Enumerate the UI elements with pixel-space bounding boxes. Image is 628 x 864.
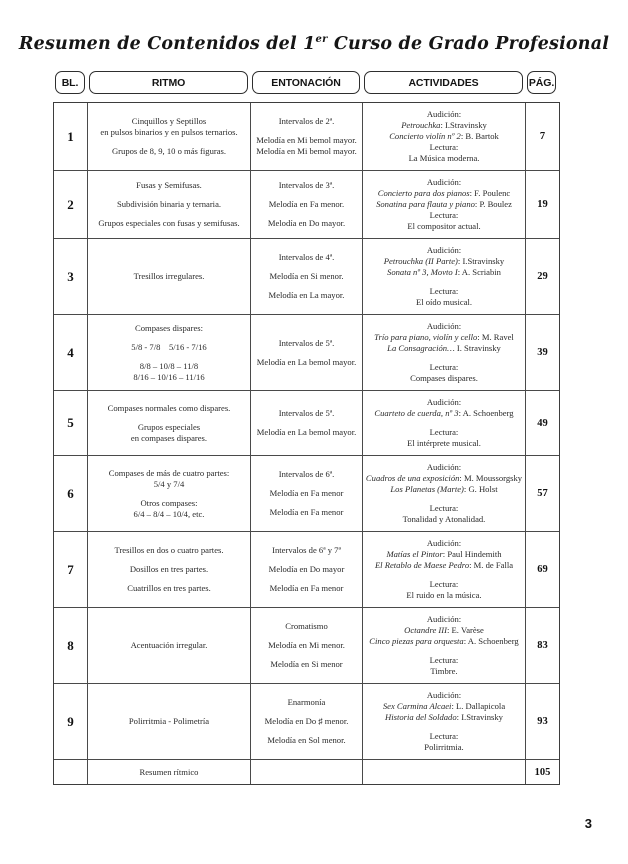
actividades-cell: Audición: Cuadros de una exposición: M. Moussorgsky Los Planetas (Marte): G. Holst Lectura: Tonalidad y Atonalidad.	[363, 456, 526, 531]
ritmo-cell: Acentuación irregular.	[88, 608, 251, 683]
bl-cell: 1	[54, 103, 88, 170]
actividades-cell: Audición: Sex Carmina Alcaei: L. Dallapicola Historia del Soldado: I.Stravinsky Lectura: Polirritmia.	[363, 684, 526, 759]
column-header-ritmo: RITMO	[89, 71, 248, 94]
actividades-cell: Audición: Petrouchka (II Parte): I.Stravinsky Sonata nº 3, Movto I: A. Scriabin Lectura: El oído musical.	[363, 239, 526, 314]
actividades-cell	[363, 760, 526, 784]
table-row	[54, 315, 559, 391]
column-header-pag: PÁG.	[527, 71, 556, 94]
entonacion-cell: Intervalos de 5ª. Melodía en La bemol mayor.	[251, 315, 363, 390]
actividades-cell: Audición: Cuarteto de cuerda, nº 3: A. Schoenberg Lectura: El intérprete musical.	[363, 391, 526, 455]
entonacion-cell: Intervalos de 3ª. Melodía en Fa menor. Melodía en Do mayor.	[251, 171, 363, 238]
entonacion-cell: Intervalos de 6ª. Melodía en Fa menor Melodía en Fa menor	[251, 456, 363, 531]
ritmo-cell: Compases normales como dispares. Grupos especiales en compases dispares.	[88, 391, 251, 455]
entonacion-cell: Intervalos de 5ª. Melodía en La bemol mayor.	[251, 391, 363, 455]
pag-cell: 49	[537, 417, 548, 429]
bl-cell: 5	[54, 391, 88, 455]
contents-table	[53, 102, 560, 785]
table-row	[54, 391, 559, 456]
pag-cell: 29	[537, 271, 548, 282]
page-number: 3	[584, 816, 592, 831]
header-col-pag	[525, 71, 558, 94]
pag-cell: 7	[539, 131, 546, 142]
table-row	[54, 103, 559, 171]
column-header-actividades: ACTIVIDADES	[364, 71, 523, 94]
bl-cell: 3	[54, 239, 88, 314]
title-text-suffix: Curso de Grado Profesional	[327, 34, 610, 54]
actividades-cell: Audición: Trío para piano, violín y cello: M. Ravel La Consagración… I. Stravinsky Lectura: Compases dispares.	[363, 315, 526, 390]
header-col-actividades	[362, 71, 525, 94]
table-row	[54, 760, 559, 784]
bl-cell: 9	[54, 684, 88, 759]
entonacion-cell: Intervalos de 6ª y 7ª Melodía en Do mayor Melodía en Fa menor	[251, 532, 363, 607]
table-row	[54, 456, 559, 532]
pag-cell: 105	[534, 766, 551, 778]
bl-cell: 6	[54, 456, 88, 531]
table-row	[54, 239, 559, 315]
bl-cell	[54, 760, 88, 784]
table-row	[54, 532, 559, 608]
bl-cell: 7	[54, 532, 88, 607]
ritmo-cell: Fusas y Semifusas. Subdivisión binaria y ternaria. Grupos especiales con fusas y semifusas.	[88, 171, 251, 238]
bl-cell: 2	[54, 171, 88, 238]
actividades-cell: Audición: Concierto para dos pianos: F. Poulenc Sonatina para flauta y piano: P. Boulez Lectura: El compositor actual.	[363, 171, 526, 238]
bl-cell: 4	[54, 315, 88, 390]
pag-cell: 57	[537, 488, 548, 499]
entonacion-cell: Cromatismo Melodía en Mi menor. Melodía en Si menor	[251, 608, 363, 683]
ritmo-cell: Compases de más de cuatro partes: 5/4 y 7/4 Otros compases: 6/4 – 8/4 – 10/4, etc.	[88, 456, 251, 531]
title-text: Resumen de Contenidos del 1	[18, 34, 316, 54]
header-col-entonacion	[250, 71, 362, 94]
header-col-bl	[53, 71, 87, 94]
entonacion-cell: Intervalos de 4ª. Melodía en Si menor. Melodía en La mayor.	[251, 239, 363, 314]
table-row	[54, 171, 559, 239]
ritmo-cell: Tresillos en dos o cuatro partes. Dosillos en tres partes. Cuatrillos en tres partes.	[88, 532, 251, 607]
pag-cell: 39	[537, 347, 548, 358]
table-row	[54, 684, 559, 760]
ritmo-cell: Polirritmia - Polimetría	[88, 684, 251, 759]
entonacion-cell: Enarmonía Melodía en Do ♯ menor. Melodía en Sol menor.	[251, 684, 363, 759]
pag-cell: 93	[537, 716, 548, 727]
actividades-cell: Audición: Octandre III: E. Varèse Cinco piezas para orquesta: A. Schoenberg Lectura: Timbre.	[363, 608, 526, 683]
actividades-cell: Audición: Matías el Pintor: Paul Hindemith El Retablo de Maese Pedro: M. de Falla Lectura: El ruido en la música.	[363, 532, 526, 607]
header-col-ritmo	[87, 71, 250, 94]
actividades-cell: Audición: Petrouchka: I.Stravinsky Concierto violín nº 2: B. Bartok Lectura: La Música moderna.	[363, 103, 526, 170]
pag-cell: 19	[537, 199, 548, 210]
title-ordinal-superscript: er	[315, 34, 328, 46]
column-header-bl: BL.	[55, 71, 85, 94]
column-header-entonacion: ENTONACIÓN	[252, 71, 360, 94]
entonacion-cell	[251, 760, 363, 784]
table-row	[54, 608, 559, 684]
ritmo-cell: Tresillos irregulares.	[88, 239, 251, 314]
bl-cell: 8	[54, 608, 88, 683]
page-title	[0, 0, 628, 54]
ritmo-cell: Cinquillos y Septillos en pulsos binarios y en pulsos ternarios. Grupos de 8, 9, 10 o más figuras.	[88, 103, 251, 170]
pag-cell: 83	[537, 640, 548, 651]
ritmo-cell: Resumen rítmico	[88, 760, 251, 784]
entonacion-cell: Intervalos de 2ª. Melodía en Mi bemol mayor. Melodía en Mi bemol mayor.	[251, 103, 363, 170]
ritmo-cell: Compases dispares: 5/8 - 7/8 5/16 - 7/16 8/8 – 10/8 – 11/8 8/16 – 10/16 – 11/16	[88, 315, 251, 390]
pag-cell: 69	[537, 564, 548, 575]
table-header-row	[53, 71, 558, 94]
